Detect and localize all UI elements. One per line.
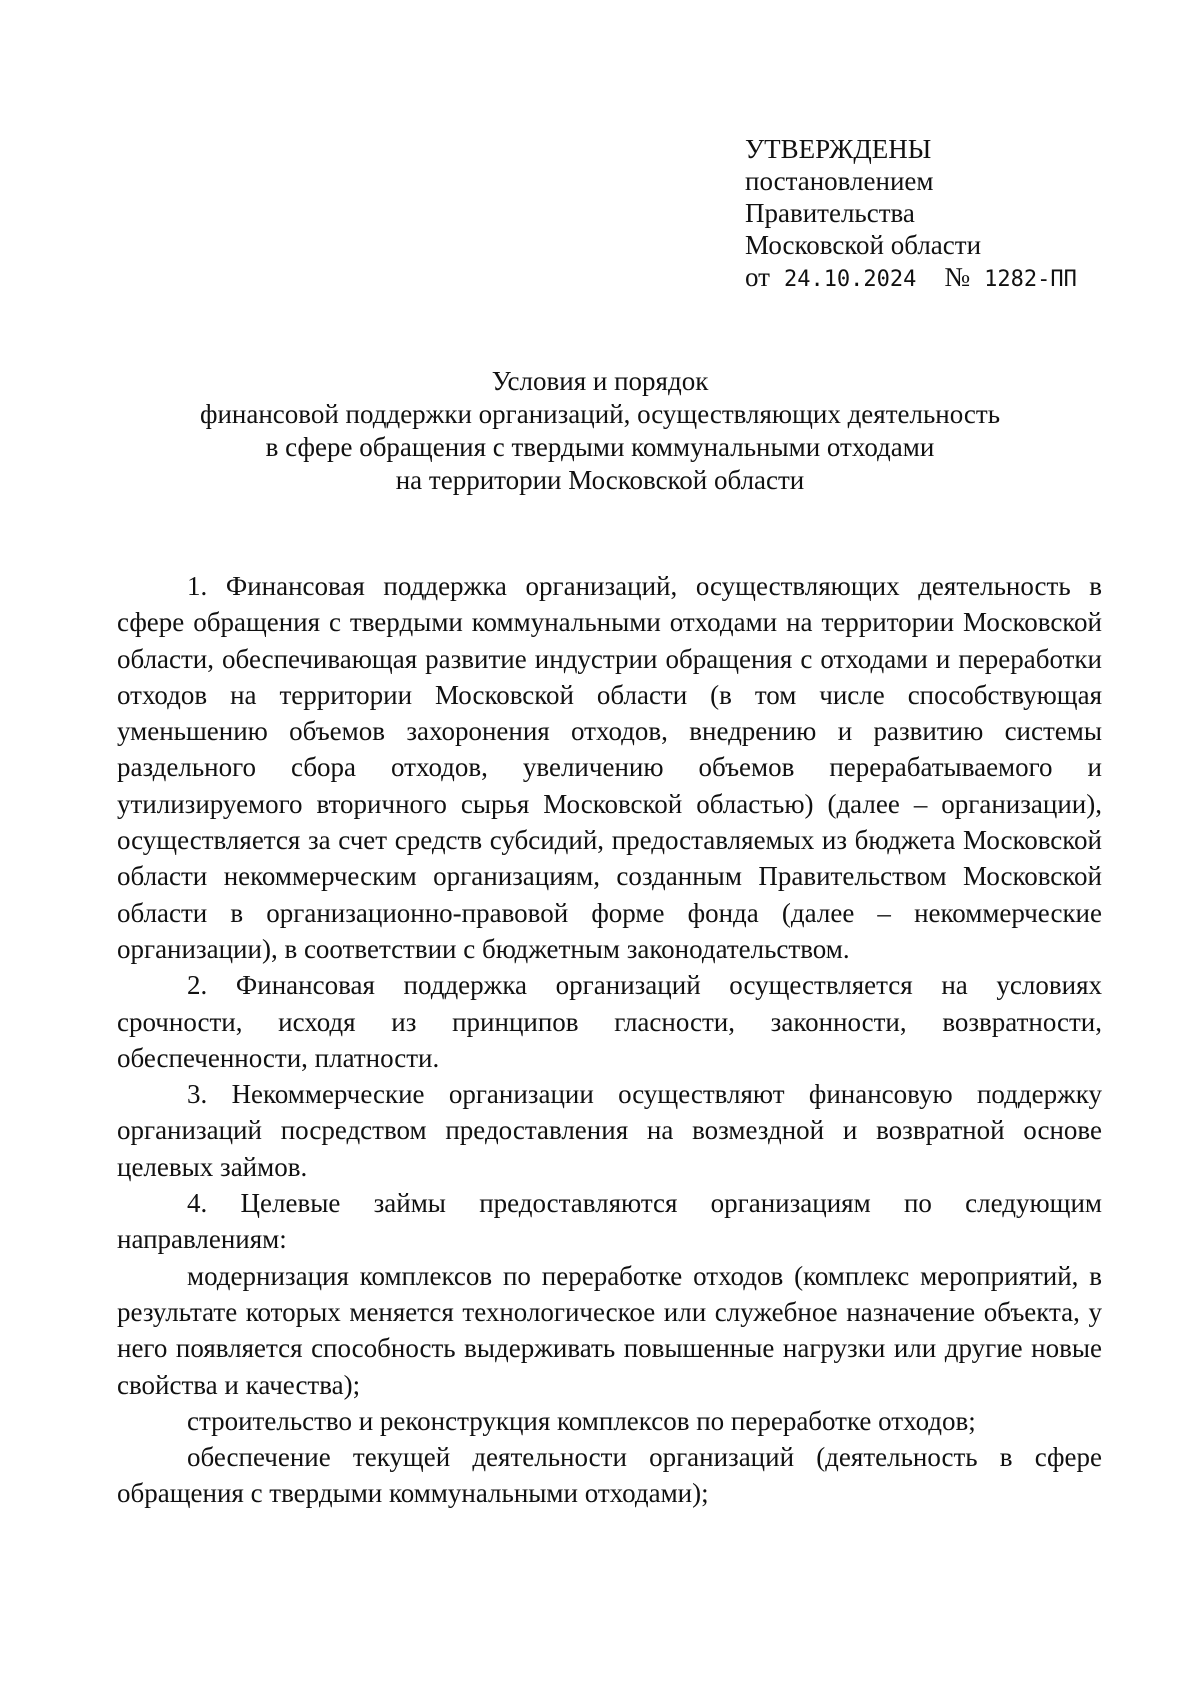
paragraph-6: строительство и реконструкция комплексов по переработке отходов;	[187, 1405, 976, 1436]
approval-date-prefix: от	[745, 262, 770, 292]
approval-date: 24.10.2024	[783, 267, 917, 292]
title-line-1: Условия и порядок	[491, 366, 709, 396]
approval-number: 1282-ПП	[984, 267, 1077, 292]
title-line-4: на территории Московской области	[395, 465, 805, 495]
approval-heading: УТВЕРЖДЕНЫ	[745, 134, 932, 164]
paragraph-4: 4. Целевые займы предоставляются организациям по следующим направлениям:	[117, 1188, 1102, 1255]
paragraph-2: 2. Финансовая поддержка организаций осуществляется на условиях срочности, исходя из принципов гласности, законности, возвратности, обеспеченности, платности.	[117, 970, 1102, 1073]
approval-number-sign: №	[944, 262, 971, 292]
approval-date-line	[745, 261, 1077, 296]
approval-line-3: Московской области	[745, 230, 982, 260]
paragraph-7: обеспечение текущей деятельности организаций (деятельность в сфере обращения с твердыми коммунальными отходами);	[117, 1442, 1102, 1509]
approval-block	[745, 133, 1077, 296]
paragraph-5: модернизация комплексов по переработке отходов (комплекс мероприятий, в результате которых меняется технологическое или служебное назначение объекта, у него появляется способность выдерживать повышенные нагрузки или другие новые свойства и качества);	[117, 1260, 1102, 1400]
paragraph-1: 1. Финансовая поддержка организаций, осуществляющих деятельность в сфере обращения с твердыми коммунальными отходами на территории Московской области, обеспечивающая развитие индустрии обращения с отходами и переработки отходов на территории Московской области (в том числе способствующая уменьшению объемов захоронения отходов, внедрению и развитию системы раздельного сбора отходов, увеличению объемов перерабатываемого и утилизируемого вторичного сырья Московской областью) (далее – организации), осуществляется за счет средств субсидий, предоставляемых из бюджета Московской области некоммерческим организациям, созданным Правительством Московской области в организационно-правовой форме фонда (далее – некоммерческие организации), в соответствии с бюджетным законодательством.	[117, 571, 1102, 964]
paragraph-3: 3. Некоммерческие организации осуществляют финансовую поддержку организаций посредством предоставления на возмездной и возвратной основе целевых займов.	[117, 1079, 1102, 1182]
document-body	[117, 568, 1102, 1512]
approval-line-1: постановлением	[745, 166, 934, 196]
document-title	[150, 365, 1050, 497]
approval-line-2: Правительства	[745, 198, 915, 228]
title-line-2: финансовой поддержки организаций, осуществляющих деятельность	[199, 399, 1001, 429]
title-line-3: в сфере обращения с твердыми коммунальными отходами	[265, 432, 935, 462]
